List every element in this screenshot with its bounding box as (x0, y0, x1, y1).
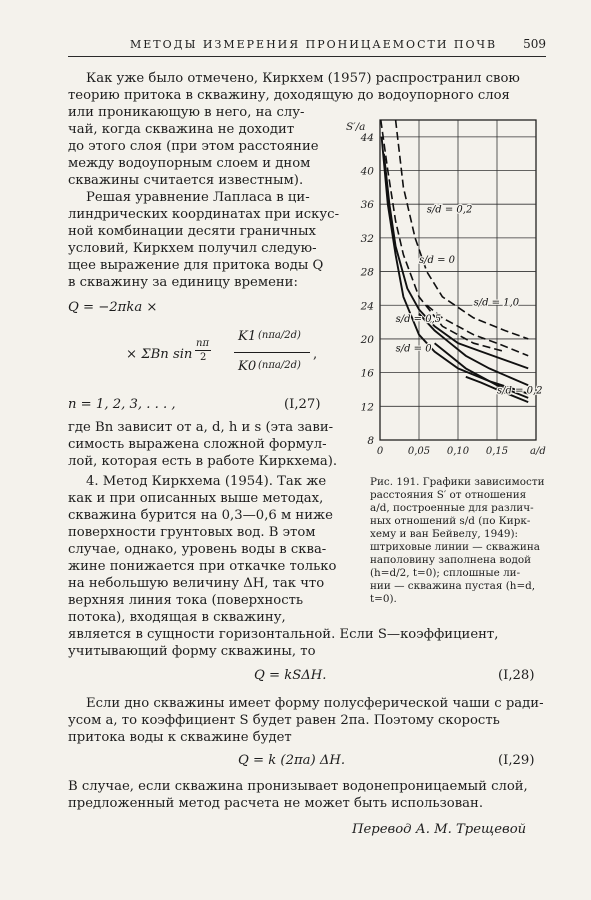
equation-arg: (nπa/2d) (258, 360, 301, 371)
caption-line: расстояния S′ от отношения (370, 489, 527, 501)
equation-tag: (I,27) (284, 397, 321, 412)
text-line: на небольшую величину ΔH, так что (68, 576, 325, 591)
equation-tag: (I,28) (498, 668, 535, 683)
translator-credit: Перевод А. М. Трещевой (352, 822, 527, 837)
x-tick-label: 0,10 (446, 446, 470, 457)
equation-comma: , (313, 347, 318, 362)
series-label: s/d = 0,2 (426, 204, 473, 216)
equation-line: Q = −2πka × (68, 300, 158, 315)
equation-line: Q = kSΔH. (254, 668, 327, 683)
x-tick-label: 0 (376, 446, 384, 457)
y-tick-label: 32 (360, 232, 374, 245)
y-tick-label: 28 (360, 266, 374, 279)
text-line: симость выражена сложной формул- (68, 437, 327, 452)
series-line (384, 154, 528, 369)
text-line: между водоупорным слоем и дном (68, 156, 311, 171)
equation-n: n = 1, 2, 3, . . . , (68, 397, 176, 412)
y-tick-label: 24 (360, 300, 374, 313)
y-tick-label: 40 (360, 165, 374, 178)
x-tick-label: 0,15 (485, 446, 509, 457)
text-line: верхняя линия тока (поверхность (68, 593, 304, 608)
text-line: в скважину за единицу времени: (68, 275, 298, 290)
y-tick-label: 44 (360, 131, 374, 144)
text-line: теорию притока в скважину, доходящую до водоупорного слоя (68, 88, 510, 103)
series-label: s/d = 0 (419, 255, 456, 267)
running-title: МЕТОДЫ ИЗМЕРЕНИЯ ПРОНИЦАЕМОСТИ ПОЧВ (130, 38, 498, 51)
equation-arg: (nπa/2d) (258, 330, 301, 341)
text-line: скважина бурится на 0,3—0,6 м ниже (68, 508, 333, 523)
caption-line: (h=d/2, t=0); сплошные ли- (370, 567, 521, 579)
caption-line: штриховые линии — скважина (370, 541, 540, 553)
equation-sum: × ΣBn sin (126, 347, 193, 362)
y-axis-label: S′/a (346, 121, 366, 133)
text-line: В случае, если скважина пронизывает водонепроницаемый слой, (68, 779, 528, 794)
text-line: является в сущности горизонтальной. Если S—коэффициент, (68, 627, 499, 642)
y-tick-label: 16 (360, 367, 374, 380)
text-line: Как уже было отмечено, Киркхем (1957) распространил свою (86, 71, 520, 86)
text-line: жине понижается при откачке только (68, 559, 337, 574)
equation-frac-bot: 2 (200, 352, 207, 363)
text-line: линдрических координатах при искус- (68, 207, 340, 222)
y-tick-label: 36 (360, 199, 374, 212)
text-line: чай, когда скважина не доходит (68, 122, 295, 137)
y-tick-label: 12 (360, 401, 374, 414)
equation-frac-top: nπ (196, 338, 210, 349)
chart-svg (340, 100, 548, 472)
series-label: s/d = 1,0 (473, 297, 520, 309)
text-line: притока воды к скважине будет (68, 730, 292, 745)
caption-line: a/d, построенные для различ- (370, 502, 534, 514)
equation-line: Q = k (2πa) ΔH. (238, 753, 346, 768)
page-number: 509 (523, 37, 546, 51)
x-tick-label: 0,05 (407, 446, 431, 457)
text-line: Решая уравнение Лапласа в ци- (86, 190, 310, 205)
text-line: поверхности грунтовых вод. В этом (68, 525, 316, 540)
equation-k0: K0 (238, 359, 257, 374)
running-header (68, 36, 546, 57)
caption-line: t=0). (370, 593, 397, 605)
text-line: 4. Метод Киркхема (1954). Так же (86, 474, 327, 489)
text-line: усом a, то коэффициент S будет равен 2πa. Поэтому скорость (68, 713, 500, 728)
text-line: предложенный метод расчета не может быть использован. (68, 796, 484, 811)
series-label: s/d = 0,2 (497, 385, 543, 397)
text-line: случае, однако, уровень воды в сква- (68, 542, 327, 557)
text-line: или проникающую в него, на слу- (68, 105, 305, 120)
caption-line: хему и ван Бейвелу, 1949): (370, 528, 519, 540)
text-line: ной комбинации десяти граничных (68, 224, 316, 239)
series-label: s/d = 0,5 (395, 314, 442, 326)
text-line: лой, которая есть в работе Киркхема). (68, 454, 338, 469)
caption-line: нии — скважина пустая (h=d, (370, 580, 536, 592)
equation-k1: K1 (238, 329, 257, 344)
equation-tag: (I,29) (498, 753, 535, 768)
y-tick-label: 8 (367, 435, 374, 447)
text-line: до этого слоя (при этом расстояние (68, 139, 319, 154)
figure-191-chart (340, 100, 548, 472)
text-line: где Bn зависит от a, d, h и s (эта зави- (68, 420, 334, 435)
text-line: скважины считается известным). (68, 173, 304, 188)
text-line: как и при описанных выше методах, (68, 491, 324, 506)
text-line: потока), входящая в скважину, (68, 610, 286, 625)
x-axis-label: a/d (530, 446, 546, 457)
caption-line: наполовину заполнена водой (370, 554, 532, 566)
caption-line: ных отношений s/d (по Кирк- (370, 515, 531, 527)
caption-line: Рис. 191. Графики зависимости (370, 476, 545, 488)
fraction-bar (195, 350, 211, 351)
text-line: условий, Киркхем получил следую- (68, 241, 317, 256)
y-tick-label: 20 (360, 333, 374, 346)
fraction-bar (234, 352, 310, 353)
text-line: учитывающий форму скважины, то (68, 644, 316, 659)
text-line: щее выражение для притока воды Q (68, 258, 324, 273)
series-label: s/d = 0 (395, 343, 432, 355)
text-line: Если дно скважины имеет форму полусферической чаши с ради- (86, 696, 544, 711)
